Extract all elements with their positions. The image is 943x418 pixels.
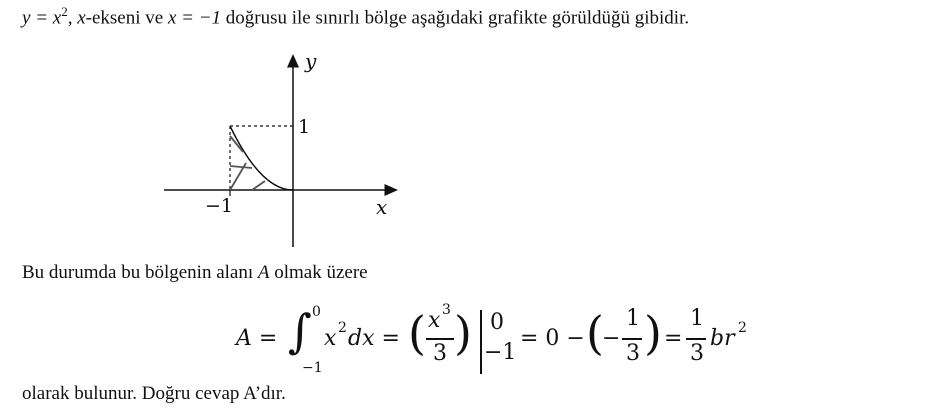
integrand-x: x bbox=[324, 326, 337, 351]
eq-part: = x bbox=[30, 7, 62, 29]
integral-sign: ∫ bbox=[288, 304, 312, 358]
frac-num-x: x bbox=[428, 308, 441, 333]
intro-text-3: doğrusu ile sınırlı bölge aşağıdaki grafikte görüldüğü gibidir. bbox=[221, 7, 690, 29]
hatch-line bbox=[252, 181, 265, 190]
conclusion: olarak bulunur. Doğru cevap A’dır. bbox=[22, 383, 286, 404]
frac-den-3: 3 bbox=[433, 341, 447, 366]
lparen-2: ( bbox=[586, 306, 604, 360]
comma: , bbox=[67, 7, 78, 29]
var-y: y bbox=[22, 7, 31, 29]
rparen-2: ) bbox=[644, 306, 662, 360]
frac-bar-1 bbox=[426, 338, 454, 340]
unit-pow: 2 bbox=[738, 320, 747, 336]
label-neg-one: −1 bbox=[205, 195, 234, 217]
parabola-curve bbox=[230, 126, 293, 190]
x-axis-label: x bbox=[376, 195, 388, 219]
hatch-line bbox=[230, 166, 252, 168]
frac-num-pow: 3 bbox=[442, 302, 451, 318]
lparen: ( bbox=[408, 306, 426, 360]
frac3-den: 3 bbox=[690, 341, 704, 366]
eval-upper: 0 bbox=[490, 310, 504, 335]
label-one: 1 bbox=[298, 116, 311, 138]
para2-text-2: olmak üzere bbox=[269, 262, 368, 283]
unit-br: br bbox=[710, 326, 735, 351]
minus-sign: − bbox=[602, 326, 621, 351]
exp-2: 2 bbox=[61, 4, 68, 19]
eq-zero-minus: = 0 − bbox=[520, 326, 585, 351]
equals-sign: = bbox=[664, 326, 683, 351]
integrand-pow: 2 bbox=[338, 320, 347, 336]
para-2 bbox=[22, 262, 368, 284]
line-eq: x = −1 bbox=[167, 7, 222, 29]
var-A: A bbox=[257, 262, 270, 283]
intro-text-2: -ekseni ve bbox=[85, 7, 168, 29]
frac-bar-3 bbox=[686, 338, 706, 340]
eval-lower: −1 bbox=[484, 340, 517, 365]
frac3-num: 1 bbox=[690, 306, 704, 331]
frac2-den: 3 bbox=[626, 341, 640, 366]
frac-bar-2 bbox=[622, 338, 642, 340]
integral-upper: 0 bbox=[312, 304, 321, 320]
var-x: x bbox=[77, 7, 86, 29]
eq-lhs: A = bbox=[236, 326, 278, 351]
frac2-num: 1 bbox=[626, 306, 640, 331]
rparen: ) bbox=[454, 306, 472, 360]
para2-text-1: Bu durumda bu bölgenin alanı bbox=[22, 262, 258, 283]
eval-bar bbox=[480, 310, 482, 374]
y-axis-label: y bbox=[305, 49, 317, 73]
dx: dx = bbox=[348, 326, 400, 351]
integral-lower: −1 bbox=[302, 360, 323, 376]
